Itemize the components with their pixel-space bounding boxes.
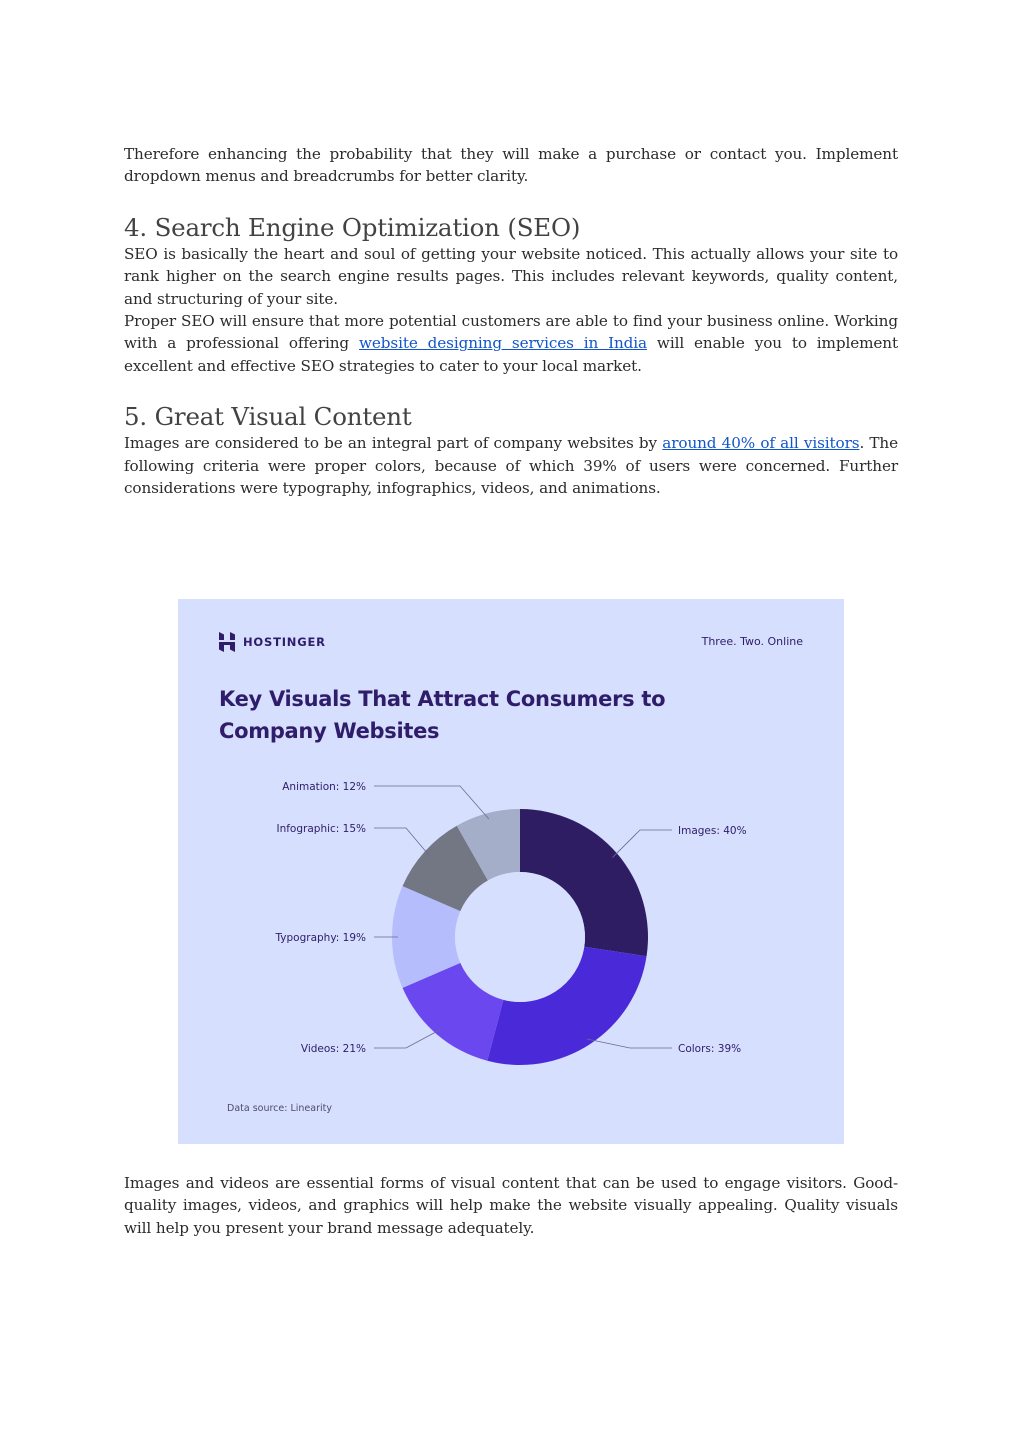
slice-label-infographic: Infographic: 15%	[276, 823, 366, 835]
around-40-percent-link[interactable]: around 40% of all visitors	[662, 434, 860, 453]
closing-section	[124, 1172, 898, 1239]
slice-label-images: Images: 40%	[678, 825, 747, 837]
leader-line-animation	[374, 786, 489, 819]
figure-tagline: Three. Two. Online	[701, 635, 803, 648]
seo-paragraph-2	[124, 310, 898, 377]
infographic-figure	[178, 599, 844, 1144]
slice-label-animation: Animation: 12%	[282, 781, 366, 793]
hostinger-brand: HOSTINGER	[243, 635, 326, 649]
leader-line-images	[613, 830, 672, 857]
slice-label-colors: Colors: 39%	[678, 1043, 742, 1055]
visual-content-heading: 5. Great Visual Content	[124, 402, 412, 432]
donut-chart	[178, 599, 844, 1144]
seo-paragraph-2-text-after: will enable you to implement excellent and effective SEO strategies to cater to your local market.	[124, 334, 898, 375]
seo-heading: 4. Search Engine Optimization (SEO)	[124, 212, 581, 242]
seo-paragraph-1: SEO is basically the heart and soul of getting your website noticed. This actually allows your site to rank higher on the search engine results pages. This includes relevant keywords, quality content, and structuring of your site.	[124, 244, 898, 308]
visual-paragraph-1-text-after: . The following criteria were proper colors, because of which 39% of users were concerned. Further considerations were typography, infographics, videos, and animations.	[124, 434, 898, 498]
visual-paragraph-1-text-before: Images are considered to be an integral part of company websites by	[124, 434, 663, 453]
website-designing-services-link[interactable]: website designing services in India	[358, 334, 648, 353]
slice-label-videos: Videos: 21%	[300, 1043, 366, 1055]
closing-paragraph: Images and videos are essential forms of visual content that can be used to engage visitors. Good-quality images, videos, and graphics will help make the website visually appealing. Quality visuals will help you present your brand message adequately.	[124, 1174, 898, 1237]
document-body	[124, 143, 898, 499]
visual-paragraph-1	[124, 432, 898, 499]
slice-label-typography: Typography: 19%	[275, 932, 366, 944]
leader-line-videos	[374, 1030, 440, 1048]
donut-center	[455, 872, 585, 1002]
leader-line-infographic	[374, 828, 429, 855]
leader-line-colors	[587, 1039, 672, 1048]
figure-data-source: Data source: Linearity	[227, 1103, 332, 1114]
seo-paragraph-2-text-before: Proper SEO will ensure that more potential customers are able to find your business online. Working with a professional offering	[124, 312, 898, 353]
intro-paragraph: Therefore enhancing the probability that they will make a purchase or contact you. Implement dropdown menus and breadcrumbs for better clarity.	[124, 145, 898, 186]
figure-title: Key Visuals That Attract Consumers to Company Websites	[219, 687, 666, 743]
